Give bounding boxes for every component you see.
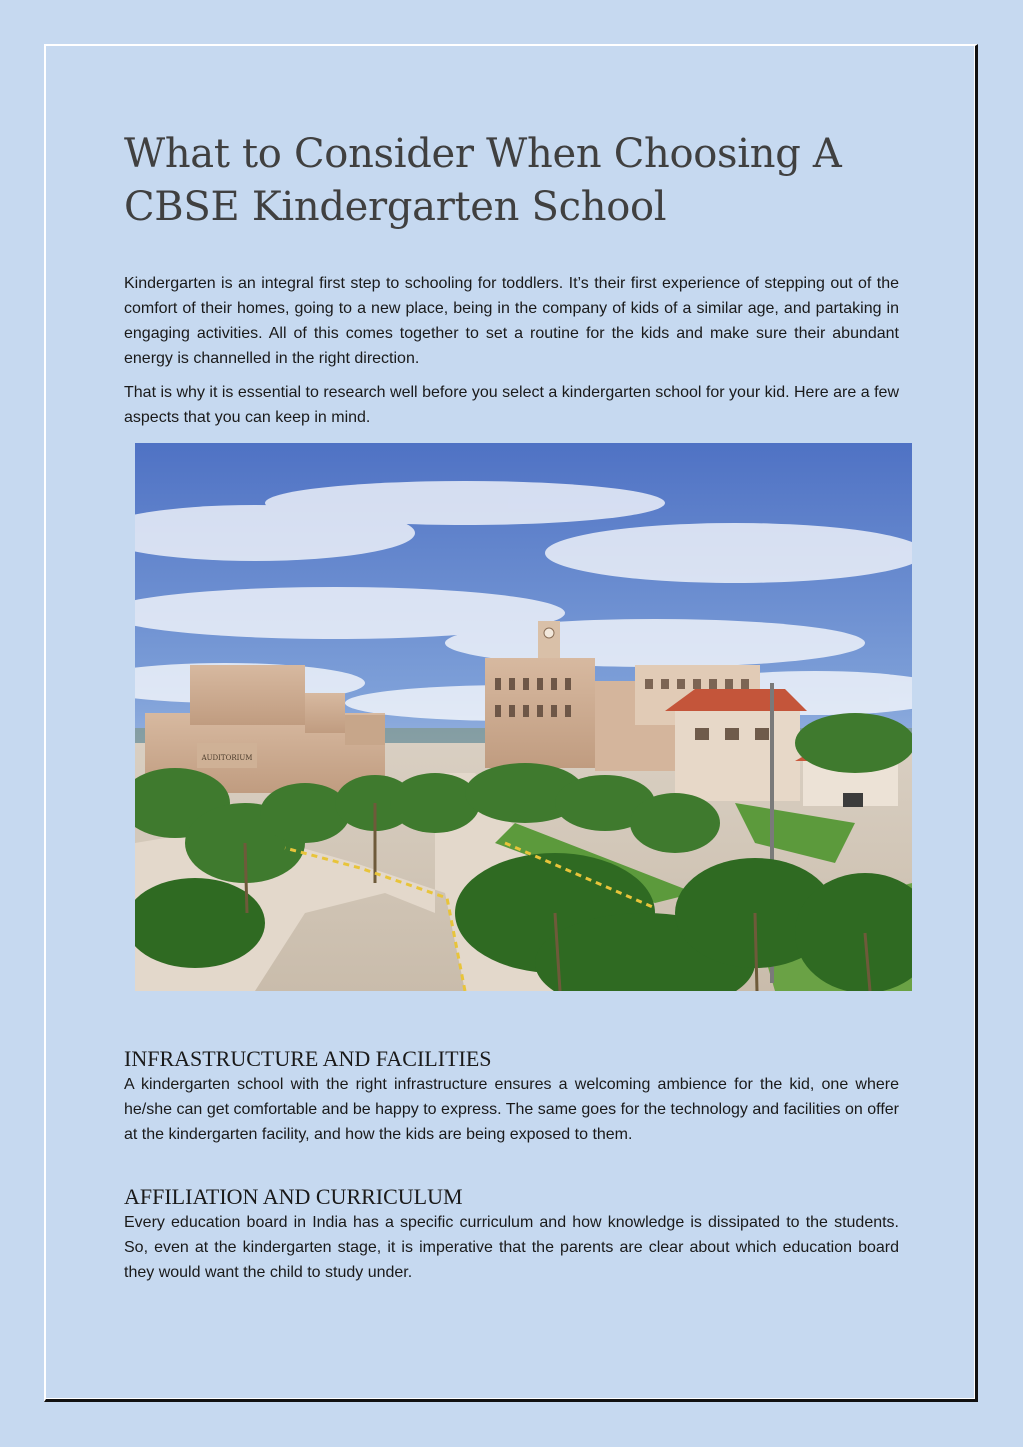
school-campus-photo [135,443,912,991]
intro-paragraph-1: Kindergarten is an integral first step to schooling for toddlers. It’s their first experience of stepping out of the comfort of their homes, going to a new place, being in the company of kids of a similar age, and partaking in engaging activities. All of this comes together to set a routine for the kids and make sure their abundant energy is channelled in the right direction. [124,275,899,367]
intro-paragraph-2: That is why it is essential to research well before you select a kindergarten school for your kid. Here are a few aspects that you can keep in mind. [124,384,899,426]
section-heading-infrastructure: INFRASTRUCTURE AND FACILITIES [124,1046,492,1071]
article-intro [124,128,899,430]
section-body-affiliation: Every education board in India has a specific curriculum and how knowledge is dissipated to the students. So, even at the kindergarten stage, it is imperative that the parents are clear about which education board they would want the child to study under. [124,1214,899,1281]
section-affiliation [124,1184,899,1285]
auditorium-sign: AUDITORIUM [201,754,253,762]
section-body-infrastructure: A kindergarten school with the right infrastructure ensures a welcoming ambience for the kid, one where he/she can get comfortable and be happy to express. The same goes for the technology and facilities on offer at the kindergarten facility, and how the kids are being exposed to them. [124,1076,899,1143]
section-heading-affiliation: AFFILIATION AND CURRICULUM [124,1184,463,1209]
section-infrastructure [124,1046,899,1147]
article-title: What to Consider When Choosing A CBSE Kindergarten School [124,131,842,230]
